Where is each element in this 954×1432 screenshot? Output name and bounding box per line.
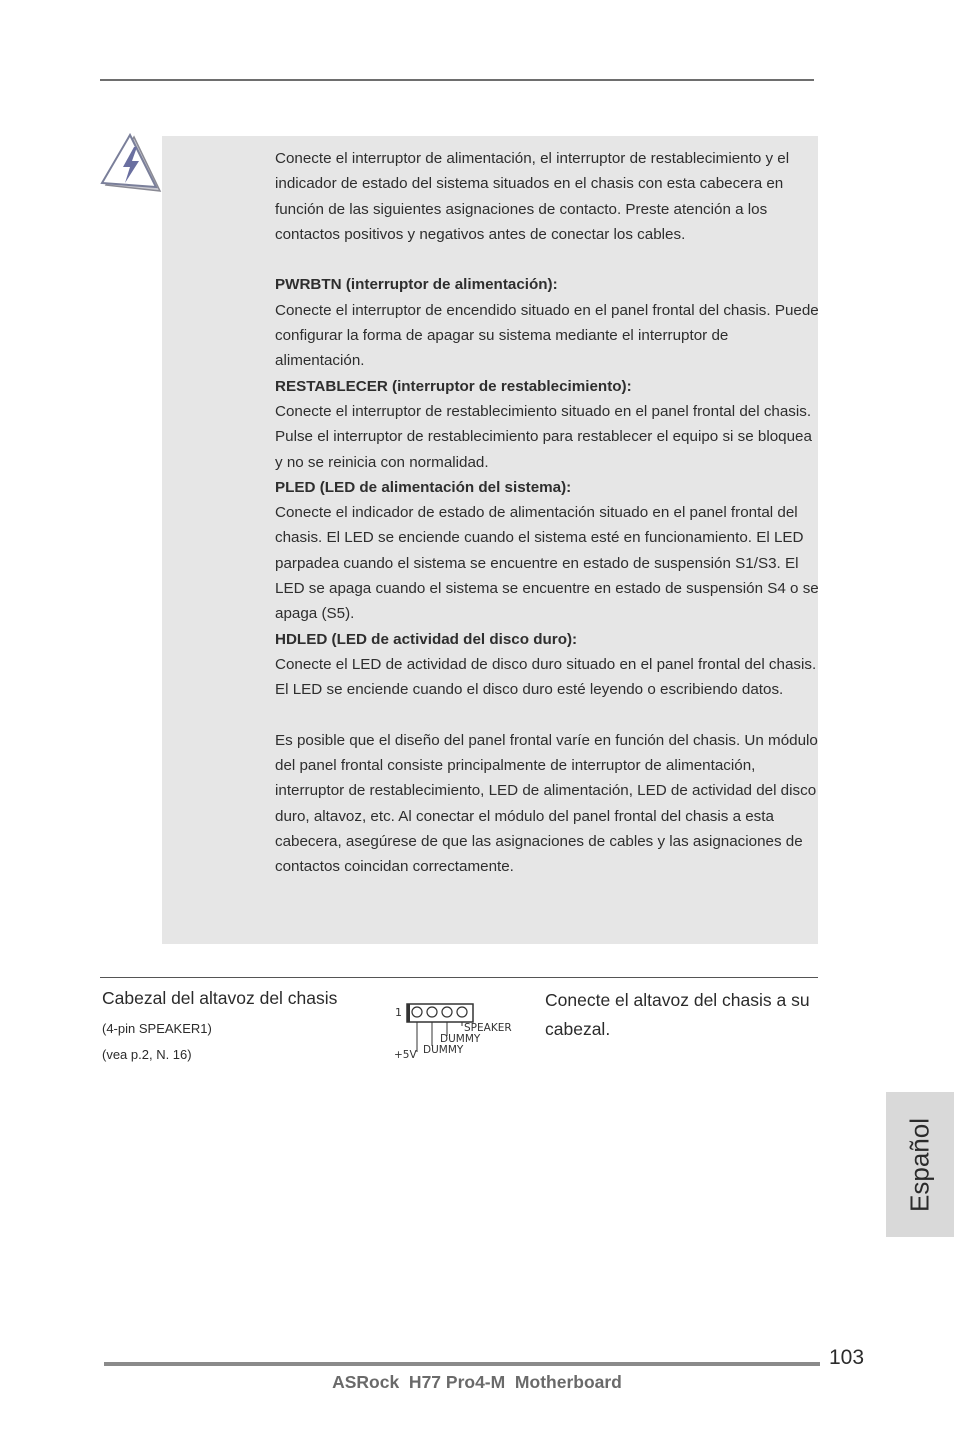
speaker-pin-label: (4-pin SPEAKER1) [102, 1021, 212, 1036]
pled-heading: PLED (LED de alimentación del sistema): [275, 478, 572, 496]
plus5v-pin-label: +5V [394, 1049, 417, 1061]
language-tab-label: Español [904, 1117, 935, 1212]
pled-body: Conecte el indicador de estado de alimentación situado en el panel frontal del chasis. El LED se enciende cuando el sistema esté en funcionamiento. El LED parpadea cuando el sistema se encuentre en estado de suspensión S1/S3. El LED se apaga cuando el sistema se encuentre en estado de suspensión S4 o se apaga (S5). [275, 504, 819, 623]
note-closing: Es posible que el diseño del panel frontal varíe en función del chasis. Un módulo del panel frontal consiste principalmente de interruptor de alimentación, interruptor de restablecimiento, LED de alimentación, LED de actividad del disco duro, altavoz, etc. Al conectar el módulo del panel frontal del chasis a esta cabecera, asegúrese de que las asignaciones de cables y las asignaciones de contactos coincidan correctamente. [275, 731, 818, 876]
dummy-pin-label-2: DUMMY [423, 1044, 464, 1056]
speaker-header-diagram [390, 1000, 522, 1064]
footer-title: ASRock H77 Pro4-M Motherboard [332, 1372, 622, 1392]
note-intro: Conecte el interruptor de alimentación, el interruptor de restablecimiento y el indicador de estado del sistema situados en el chasis con esta cabecera en función de las siguientes asignaciones de contacto. Preste atención a los contactos positivos y negativos antes de conectar los cables. [275, 150, 790, 243]
pin-4 [457, 1007, 467, 1017]
language-tab [886, 1092, 954, 1237]
speaker-reference: (vea p.2, N. 16) [102, 1047, 192, 1062]
reset-heading: RESTABLECER (interruptor de restablecimiento): [275, 377, 632, 395]
pin-3 [442, 1007, 452, 1017]
pin-1 [412, 1007, 422, 1017]
note-text [275, 146, 820, 880]
speaker-header-title: Cabezal del altavoz del chasis [102, 988, 338, 1008]
section-divider [100, 977, 818, 978]
top-rule [100, 79, 814, 81]
pin1-label: 1 [395, 1006, 402, 1019]
pwrbtn-heading: PWRBTN (interruptor de alimentación): [275, 276, 558, 294]
pwrbtn-body: Conecte el interruptor de encendido situado en el panel frontal del chasis. Puede configurar la forma de apagar su sistema mediante el interruptor de alimentación. [275, 301, 819, 370]
hdled-body: Conecte el LED de actividad de disco duro situado en el panel frontal del chasis. El LED se enciende cuando el disco duro esté leyendo o escribiendo datos. [275, 655, 817, 699]
page-number: 103 [829, 1346, 865, 1369]
footer-rule [104, 1362, 820, 1366]
speaker-description: Conecte el altavoz del chasis a su cabezal. [545, 990, 810, 1039]
dummy-pin-label-1: DUMMY [440, 1033, 481, 1045]
speaker-pin-label: SPEAKER [464, 1022, 512, 1034]
pin-2 [427, 1007, 437, 1017]
hdled-heading: HDLED (LED de actividad del disco duro): [275, 630, 578, 648]
warning-icon [100, 133, 164, 195]
reset-body: Conecte el interruptor de restablecimiento situado en el panel frontal del chasis. Pulse el interruptor de restablecimiento para restablecer el equipo si se bloquea y no se reinicia con normalidad. [275, 402, 812, 471]
